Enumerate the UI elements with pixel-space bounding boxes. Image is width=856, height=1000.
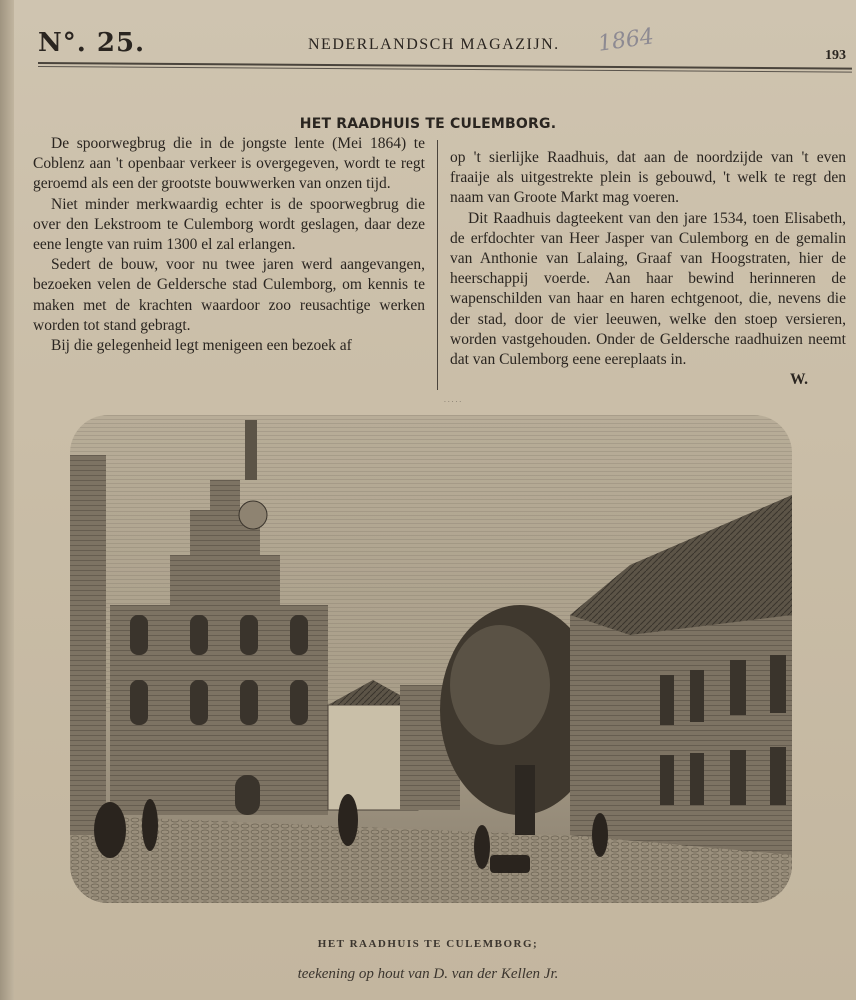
article-column-left xyxy=(33,134,425,356)
paragraph: Bij die gelegenheid legt menigeen een bezoek af xyxy=(51,337,352,355)
page-header xyxy=(38,24,850,63)
paragraph: Dit Raadhuis dagteekent van den jare 1534, toen Elisabeth, de erfdochter van Heer Jasper van Culemborg en de gemalin van Anthonie van Lalaing, Graaf van Hoogstraten, hier de heerschappij voerde. Aan haar bewind herinneren de wapenschilden van haar en haren echtgenoot, die, nevens die der stad, door de vier leeuwen, welke den stoep versieren, worden vastgehouden. Onder de Geldersche raadhuizen neemt dat van Culemborg eene eereplaats in. xyxy=(450,209,846,369)
paragraph: op 't sierlijke Raadhuis, dat aan de noordzijde van 't even fraaije als uitgestrekte plein is gebouwd, 't welk te regt den naam van Groote Markt mag voeren. xyxy=(450,149,846,207)
left-edge-building xyxy=(70,455,106,835)
article-title: HET RAADHUIS TE CULEMBORG. xyxy=(299,116,557,132)
column-divider xyxy=(437,140,438,390)
paragraph: Sedert de bouw, voor nu twee jaren werd aangevangen, bezoeken velen de Geldersche stad Culemborg, om kennis te maken met de krachten waardoor zoo reusachtige werken worden tot stand gebragt. xyxy=(33,256,425,334)
town-hall-engraving xyxy=(70,415,792,903)
issue-number: N°. 25. xyxy=(38,28,146,58)
illustration-caption-credit: teekening op hout van D. van der Kellen Jr. xyxy=(297,966,559,982)
printer-mark: · · · · · xyxy=(444,399,462,406)
paragraph: De spoorwegbrug die in de jongste lente (Mei 1864) te Coblenz aan 't openbaar verkeer is overgegeven, wordt te regt geroemd als een der grootste bouwwerken van onzen tijd. xyxy=(33,135,425,193)
author-signature: W. xyxy=(790,371,808,389)
distant-buildings xyxy=(328,680,460,810)
paragraph: Niet minder merkwaardig echter is de spoorwegbrug die over den Lekstroom te Culemborg wordt geslagen, daar deze eene lengte van ruim 1300 el zal erlangen. xyxy=(33,195,425,254)
page-number: 193 xyxy=(825,48,846,63)
engraving-illustration xyxy=(70,415,792,903)
handwritten-year: 1864 xyxy=(596,24,656,57)
page-binding-edge xyxy=(0,0,14,1000)
illustration-caption-title: HET RAADHUIS TE CULEMBORG; xyxy=(317,938,539,950)
magazine-title: NEDERLANDSCH MAGAZIJN. xyxy=(308,36,560,53)
article-column-right xyxy=(450,148,846,390)
